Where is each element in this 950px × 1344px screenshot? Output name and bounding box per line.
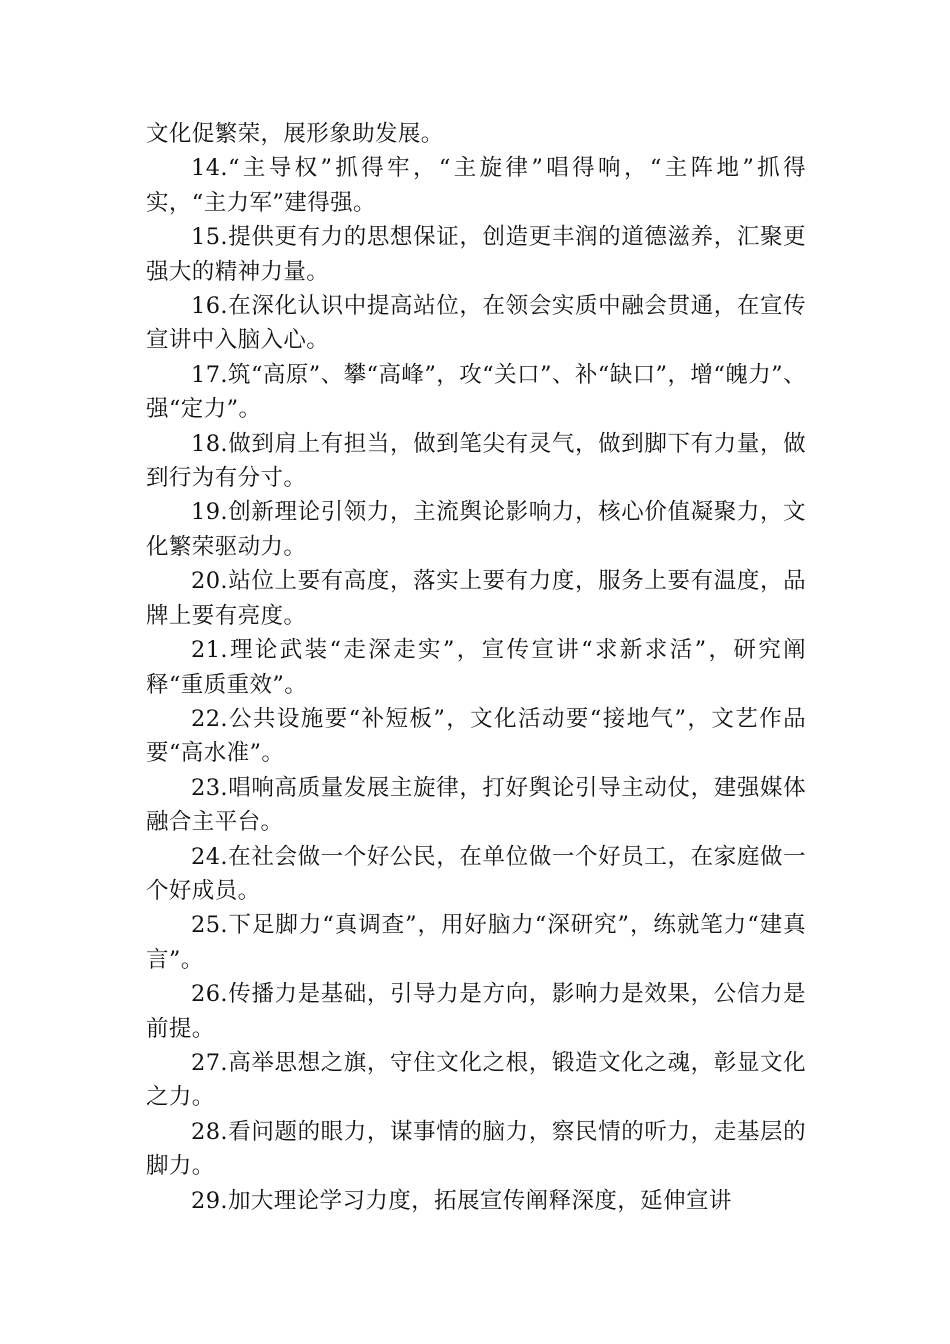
- continuation-paragraph: 文化促繁荣，展形象助发展。: [146, 121, 444, 147]
- list-item-14: 14.“主导权”抓得牢，“主旋律”唱得响，“主阵地”抓得实，“主力军”建得强。: [146, 155, 806, 216]
- list-item-22: 22.公共设施要“补短板”，文化活动要“接地气”，文艺作品要“高水准”。: [146, 705, 806, 767]
- list-item-17: 17.筑“高原”、攀“高峰”，攻“关口”、补“缺口”，增“魄力”、强“定力”。: [146, 361, 806, 423]
- list-item-19: 19.创新理论引领力，主流舆论影响力，核心价值凝聚力，文化繁荣驱动力。: [146, 499, 806, 560]
- document-body: [146, 117, 806, 1218]
- list-item-16: 16.在深化认识中提高站位，在领会实质中融会贯通，在宣传宣讲中入脑入心。: [146, 293, 806, 354]
- list-item-21: 21.理论武装“走深走实”，宣传宣讲“求新求活”，研究阐释“重质重效”。: [146, 637, 806, 698]
- list-item-23: 23.唱响高质量发展主旋律，打好舆论引导主动仗，建强媒体融合主平台。: [146, 774, 806, 836]
- list-item-18: 18.做到肩上有担当，做到笔尖有灵气，做到脚下有力量，做到行为有分寸。: [146, 430, 806, 492]
- list-item-29: 29.加大理论学习力度，拓展宣传阐释深度，延伸宣讲: [191, 1187, 732, 1214]
- list-item-26: 26.传播力是基础，引导力是方向，影响力是效果，公信力是前提。: [146, 981, 806, 1042]
- list-item-15: 15.提供更有力的思想保证，创造更丰润的道德滋养，汇聚更强大的精神力量。: [146, 224, 806, 285]
- list-item-24: 24.在社会做一个好公民，在单位做一个好员工，在家庭做一个好成员。: [146, 843, 806, 904]
- list-item-28: 28.看问题的眼力，谋事情的脑力，察民情的听力，走基层的脚力。: [146, 1118, 806, 1180]
- list-item-20: 20.站位上要有高度，落实上要有力度，服务上要有温度，品牌上要有亮度。: [146, 568, 806, 629]
- list-item-25: 25.下足脚力“真调查”，用好脑力“深研究”，练就笔力“建真言”。: [146, 912, 806, 973]
- list-item-27: 27.高举思想之旗，守住文化之根，锻造文化之魂，彰显文化之力。: [146, 1049, 806, 1111]
